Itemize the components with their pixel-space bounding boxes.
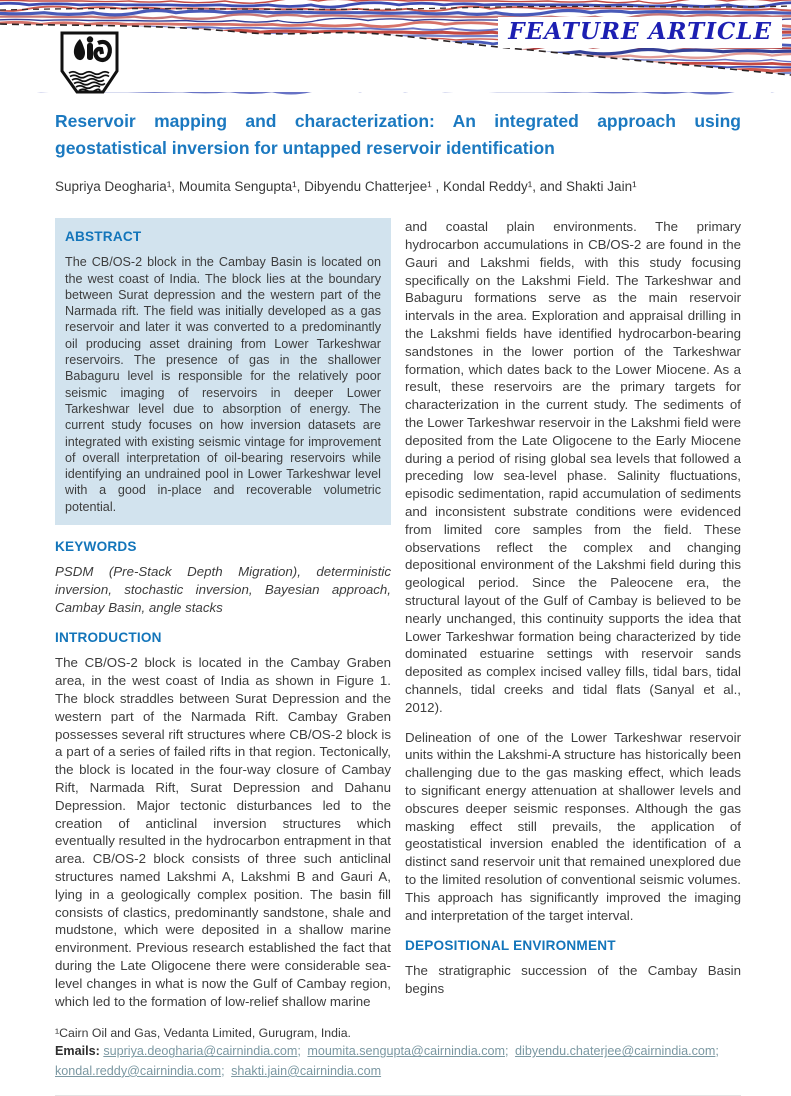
shield-emblem-icon	[58, 30, 122, 98]
article-body	[0, 108, 791, 1096]
keywords-heading: KEYWORDS	[55, 539, 137, 554]
feature-article-label: FEATURE ARTICLE	[508, 18, 772, 45]
body-paragraph-1: and coastal plain environments. The primary hydrocarbon accumulations in CB/OS-2 are found in the Gauri and Lakshmi fields, with this study focusing specifically on the Lakshmi Field. The Tarkeshwar and Babaguru formations serve as the main reservoir intervals in the area. Exploration and appraisal drilling in the Lakshmi fields have identified hydrocarbon-bearing sandstones in the lower portion of the Tarkeshwar formation, which dates back to the Lower Miocene. As a result, these reservoirs are the primary targets for characterization in the current study. The sediments of the Lower Tarkeshwar reservoir in the Lakshmi field were deposited from the Late Oligocene to the Early Miocene during a period of rising global sea levels that followed a preceding low sea-level phase. Salinity fluctuations, episodic sedimentation, rapid accumulation of sediments and inconsistent substrate conditions were evidenced from limited core samples from the field. These observations reflect the complex and changing depositional environment of the Lakshmi field during this geological period. Since the Paleocene era, the structural layout of the Gulf of Cambay is believed to be nearly unchanged, this continuity supports the idea that Lower Tarkeshwar formation being characterized by tide dominated estuarine settings with reservoir sands deposited as complex incised valley fills, tidal bars, tidal channels, tidal creeks and tidal flats (Sanyal et al., 2012).	[405, 219, 741, 715]
author-line: Supriya Deogharia¹, Moumita Sengupta¹, Dibyendu Chatterjee¹ , Kondal Reddy¹, and Shakti Jain¹	[55, 179, 637, 195]
left-column	[55, 218, 391, 1022]
abstract-heading: ABSTRACT	[65, 229, 142, 245]
email-link-5[interactable]: shakti.jain@cairnindia.com	[231, 1063, 382, 1078]
email-link-3[interactable]: dibyendu.chaterjee@cairnindia.com	[515, 1044, 716, 1059]
journal-logo	[58, 30, 122, 98]
depositional-environment-heading: DEPOSITIONAL ENVIRONMENT	[405, 938, 616, 954]
body-paragraph-2: Delineation of one of the Lower Tarkeshwar reservoir units within the Lakshmi-A structure has historically been challenging due to the gas masking effect, which leads to significant energy attenuation at shallower levels and obscures deeper seismic responses. Although the gas masking effect still prevails, the application of geostatistical inversion enabled the identification of a distinct sand reservoir unit that remained unexplored due to the limited resolution of conventional seismic volumes. This approach has significantly improved the imaging and interpretation of the target interval.	[405, 729, 741, 923]
right-column	[405, 218, 741, 1022]
emails-label: Emails:	[55, 1044, 100, 1059]
article-title: Reservoir mapping and characterization: An integrated approach using geostatistical inversion for untapped reservoir identification	[55, 111, 741, 159]
feature-article-badge	[498, 17, 782, 48]
email-link-4[interactable]: kondal.reddy@cairnindia.com	[55, 1063, 222, 1078]
abstract-box	[55, 218, 391, 525]
email-separator: ;	[505, 1044, 509, 1059]
email-separator: ;	[715, 1044, 719, 1059]
email-separator: ;	[297, 1044, 301, 1059]
footnote-area	[55, 1026, 741, 1096]
two-column-layout	[55, 218, 741, 1022]
introduction-heading: INTRODUCTION	[55, 630, 162, 646]
body-paragraph-3: The stratigraphic succession of the Cambay Basin begins	[405, 963, 741, 997]
email-separator: ;	[221, 1063, 225, 1078]
introduction-text: The CB/OS-2 block is located in the Cambay Graben area, in the west coast of India as shown in Figure 1. The block straddles between Surat Depression and the western part of the Narmada Rift. Cambay Graben possesses several rift structures where CB/OS-2 block is a part of a series of failed rifts in that region. Tectonically, the block is located in the four-way closure of Cambay Rift, Narmada Rift, Surat Depression and Dahanu Depression. Major tectonic disturbances led to the creation of anticlinal inversion structures which eventually resulted in the hydrocarbon entrapment in that area. CB/OS-2 block consists of three such anticlinal structures named Lakshmi A, Lakshmi B and Gauri A, lying in a geologically complex position. The basin fill consists of clastics, predominantly sandstone, shale and mudstone, which were deposited in a shallow marine environment. Previous research established the fact that during the Late Oligocene there were considerable sea-level changes in what is now the Gulf of Cambay region, which led to the formation of low-relief shallow marine	[55, 655, 391, 1009]
author-affiliation: ¹Cairn Oil and Gas, Vedanta Limited, Gurugram, India.	[55, 1026, 351, 1041]
email-link-1[interactable]: supriya.deogharia@cairnindia.com	[103, 1044, 298, 1059]
keywords-text: PSDM (Pre-Stack Depth Migration), deterministic inversion, stochastic inversion, Bayesian approach, Cambay Basin, angle stacks	[55, 564, 391, 615]
email-line	[55, 1042, 741, 1081]
seismic-header-banner	[0, 0, 791, 92]
email-link-2[interactable]: moumita.sengupta@cairnindia.com	[307, 1044, 506, 1059]
abstract-text: The CB/OS-2 block in the Cambay Basin is located on the west coast of India. The block lies at the boundary between Surat depression and the western part of the Narmada rift. The field was initially developed as a gas reservoir and later it was converted to a predominantly oil producing asset draining from Lower Tarkeshwar reservoirs. The presence of gas in the shallower Babaguru level is responsible for the relatively poor seismic imaging of reservoirs in deeper Lower Tarkeshwar level due to absorption of energy. The current study focuses on how inversion datasets are integrated with existing seismic vintage for improvement of overall interpretation of oil-bearing reservoirs while identifying an undrained pool in Lower Tarkeshwar level with a good in-place and recoverable volumetric potential.	[65, 255, 381, 514]
